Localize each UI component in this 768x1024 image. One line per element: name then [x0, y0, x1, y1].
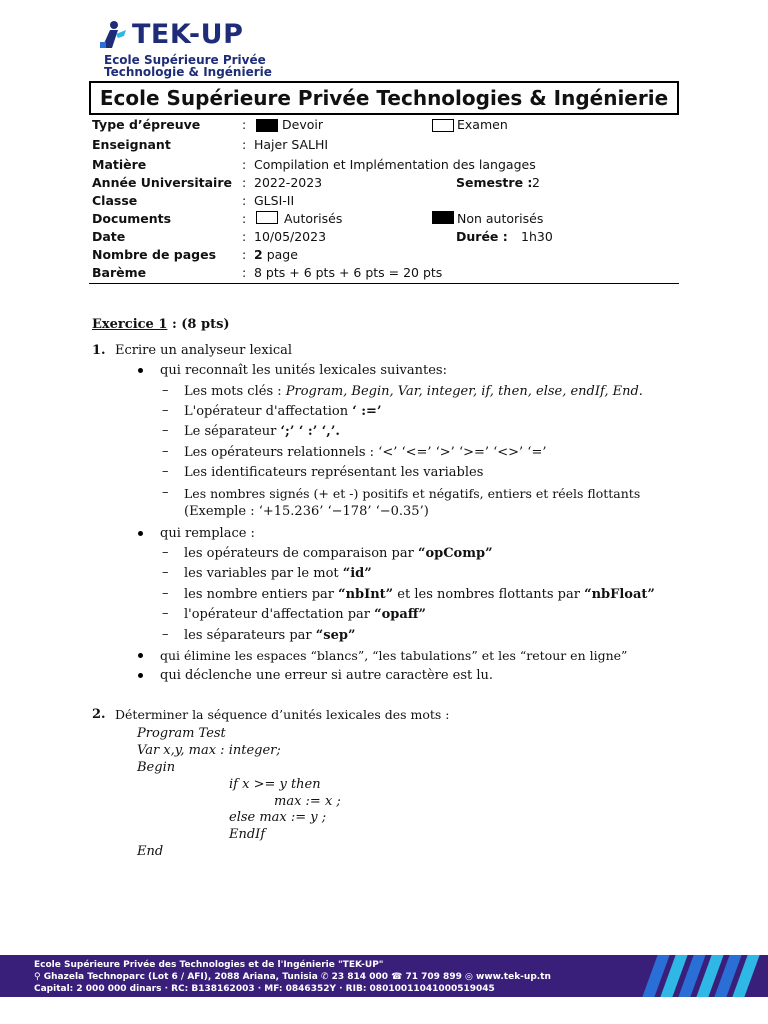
affectation-symbol: ‘ :=’	[352, 404, 382, 419]
duree-value: 1h30	[521, 229, 553, 244]
separator-label: Le séparateur	[184, 424, 281, 439]
colon: :	[242, 157, 247, 172]
bareme-label: Barème	[92, 265, 147, 280]
question-2-number: 2.	[92, 707, 106, 722]
colon: :	[242, 229, 247, 244]
affectation-item	[184, 403, 381, 420]
code-line: Program Test	[137, 726, 226, 741]
colon: :	[242, 265, 247, 280]
footer-legal-line: Capital: 2 000 000 dinars · RC: B138162003 · MF: 0846352Y · RIB: 08010011041000519045	[34, 984, 495, 994]
exercise-points: : (8 pts)	[171, 317, 230, 332]
classe-value: GLSI-II	[254, 193, 295, 208]
dash: –	[162, 627, 169, 642]
duree-label: Durée :	[456, 229, 508, 244]
dash: –	[162, 383, 169, 398]
relational-operators-item: Les opérateurs relationnels : ‘<’ ‘<=’ ‘>’ ‘>=’ ‘<>’ ‘=’	[184, 445, 547, 460]
dash: –	[162, 485, 169, 500]
dash: –	[162, 444, 169, 459]
replace-comparison	[184, 545, 493, 562]
logo-name: TEK-UP	[132, 19, 244, 50]
dash: –	[162, 403, 169, 418]
colon: :	[242, 175, 247, 190]
autorises-checkbox	[256, 211, 278, 224]
fax-icon: ☎	[391, 972, 406, 982]
token-id: “id”	[342, 566, 372, 581]
enseignant-label: Enseignant	[92, 137, 171, 152]
question-1-text: Ecrire un analyseur lexical	[115, 343, 293, 358]
question-1-number: 1.	[92, 343, 106, 358]
dash: –	[162, 423, 169, 438]
type-label: Type d’épreuve	[92, 117, 201, 132]
footer-school-name: Ecole Supérieure Privée des Technologies et de l'Ingénierie "TEK-UP"	[34, 960, 384, 970]
pages-label: Nombre de pages	[92, 247, 217, 262]
documents-label: Documents	[92, 211, 172, 226]
bullet-error: qui déclenche une erreur si autre caractère est lu.	[160, 668, 494, 683]
numbers-item: Les nombres signés (+ et -) positifs et négatifs, entiers et réels flottants	[184, 486, 641, 501]
colon: :	[242, 247, 247, 262]
type-option-examen: Examen	[457, 117, 508, 132]
dash: –	[162, 565, 169, 580]
code-line: max := x ;	[274, 794, 341, 809]
code-line: if x >= y then	[229, 777, 321, 792]
replace-variables	[184, 565, 372, 582]
footer-banner	[0, 955, 768, 997]
bullet	[138, 653, 143, 658]
web-icon: ◎	[465, 972, 476, 982]
type-option-devoir: Devoir	[282, 117, 323, 132]
replace-float-text: et les nombres flottants par	[393, 587, 585, 602]
replace-separators-text: les séparateurs par	[184, 628, 316, 643]
footer-phone-2: 71 709 899	[405, 972, 462, 982]
keywords-list: Program, Begin, Var, integer, if, then, else, endIf, End.	[285, 384, 643, 399]
enseignant-value: Hajer SALHI	[254, 137, 329, 152]
school-title: Ecole Supérieure Privée Technologies & Ingénierie	[89, 81, 679, 115]
code-line: End	[137, 844, 164, 859]
pages-value-group	[254, 246, 298, 264]
replace-variables-text: les variables par le mot	[184, 566, 343, 581]
logo-line-2: Technologie & Ingénierie	[104, 65, 272, 79]
phone-icon: ✆	[320, 972, 332, 982]
bullet-recognize: qui reconnaît les unités lexicales suivantes:	[160, 363, 447, 378]
annee-value: 2022-2023	[254, 175, 323, 190]
divider	[89, 283, 679, 284]
matiere-label: Matière	[92, 157, 147, 172]
matiere-value: Compilation et Implémentation des langages	[254, 157, 536, 172]
exercise-heading	[92, 316, 230, 333]
identifiers-item: Les identificateurs représentant les variables	[184, 465, 484, 480]
bullet	[138, 673, 143, 678]
colon: :	[242, 137, 247, 152]
code-line: else max := y ;	[229, 810, 327, 825]
replace-comparison-text: les opérateurs de comparaison par	[184, 546, 418, 561]
date-value: 10/05/2023	[254, 229, 327, 244]
colon: :	[242, 211, 247, 226]
code-line: EndIf	[229, 827, 266, 842]
token-opcomp: “opComp”	[417, 546, 493, 561]
token-nbint: “nbInt”	[338, 587, 394, 602]
logo-line-1: Ecole Supérieure Privée	[104, 53, 266, 67]
colon: :	[242, 193, 247, 208]
replace-numbers	[184, 586, 655, 603]
classe-label: Classe	[92, 193, 138, 208]
pages-value: 2	[254, 247, 263, 262]
date-label: Date	[92, 229, 126, 244]
replace-affectation-text: l'opérateur d'affectation par	[184, 607, 375, 622]
replace-affectation	[184, 606, 426, 623]
dash: –	[162, 464, 169, 479]
examen-checkbox	[432, 119, 454, 132]
documents-option-autorises: Autorisés	[284, 211, 343, 226]
keywords-item	[184, 383, 643, 400]
token-sep: “sep”	[315, 628, 356, 643]
annee-label: Année Universitaire	[92, 175, 232, 190]
location-icon: ⚲	[34, 972, 44, 982]
separator-symbols: ‘;’ ‘ :’ ‘,’.	[280, 424, 340, 439]
affectation-label: L'opérateur d'affectation	[184, 404, 353, 419]
separator-item	[184, 423, 340, 440]
replace-int-text: les nombre entiers par	[184, 587, 339, 602]
devoir-checkbox	[256, 119, 278, 132]
code-line: Var x,y, max : integer;	[137, 743, 281, 758]
exercise-title: Exercice 1	[92, 317, 168, 332]
semestre-label: Semestre :	[456, 175, 533, 190]
colon: :	[242, 117, 247, 132]
documents-option-non-autorises: Non autorisés	[457, 211, 544, 226]
numbers-example: (Exemple : ‘+15.236’ ‘−178’ ‘−0.35’)	[184, 504, 429, 519]
logo-figure-icon	[98, 20, 130, 50]
dash: –	[162, 545, 169, 560]
keywords-label: Les mots clés :	[184, 384, 286, 399]
footer-website: www.tek-up.tn	[476, 972, 551, 982]
question-2-text: Déterminer la séquence d’unités lexicales des mots :	[115, 707, 450, 722]
bullet-eliminate: qui élimine les espaces “blancs”, “les tabulations” et les “retour en ligne”	[160, 648, 628, 663]
bullet	[138, 531, 143, 536]
replace-separators	[184, 627, 355, 644]
code-line: Begin	[137, 760, 176, 775]
pages-unit: page	[266, 247, 298, 262]
tekup-logo	[98, 18, 298, 78]
footer-contact-line	[34, 971, 551, 983]
token-nbfloat: “nbFloat”	[584, 587, 655, 602]
bullet	[138, 368, 143, 373]
footer-phone-1: 23 814 000	[331, 972, 388, 982]
semestre-value: 2	[532, 175, 540, 190]
dash: –	[162, 606, 169, 621]
bullet-replace: qui remplace :	[160, 526, 255, 541]
non-autorises-checkbox	[432, 211, 454, 224]
bareme-value: 8 pts + 6 pts + 6 pts = 20 pts	[254, 265, 443, 280]
token-opaff: “opaff”	[374, 607, 426, 622]
dash: –	[162, 586, 169, 601]
footer-address: Ghazela Technoparc (Lot 6 / AFI), 2088 Ariana, Tunisia	[43, 972, 318, 982]
